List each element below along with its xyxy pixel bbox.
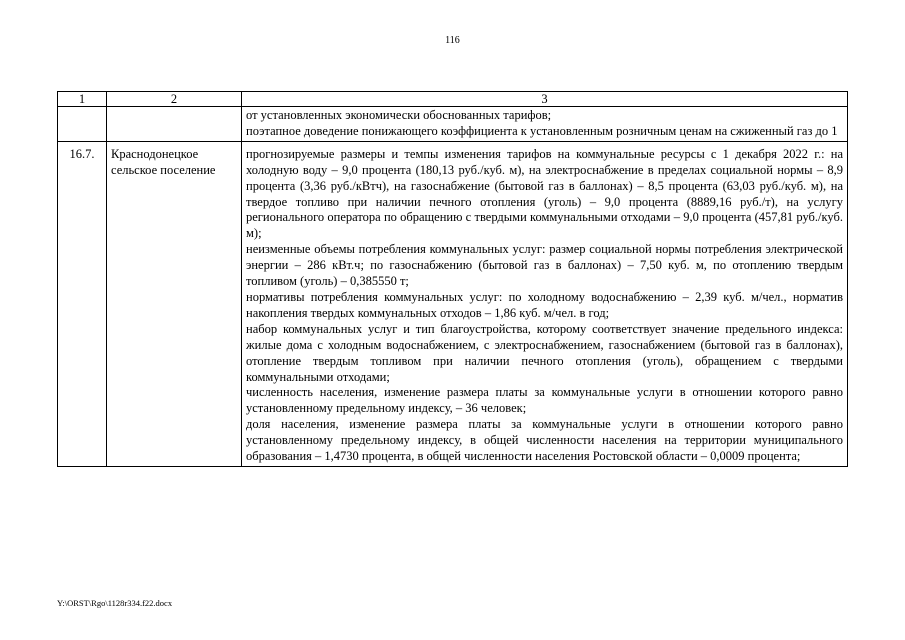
document-table — [57, 91, 848, 467]
consumption-norms-paragraph: нормативы потребления коммунальных услуг: по холодному водоснабжению – 2,39 куб. м/чел., норматив накопления твердых коммунальных отходов – 1,86 куб. м/чел. в год; — [246, 289, 843, 320]
description-paragraph: поэтапное доведение понижающего коэффициента к установленным розничным ценам на сжиженный газ до 1 — [246, 123, 838, 138]
column-header-2: 2 — [107, 92, 242, 107]
description-cell — [242, 141, 848, 466]
column-header-1: 1 — [58, 92, 107, 107]
row-number-cell: 16.7. — [58, 141, 107, 466]
settlement-name-cell: Краснодонецкое сельское поселение — [107, 141, 242, 466]
footer-file-path: Y:\ORST\Rgo\1128r334.f22.docx — [57, 598, 173, 608]
page-number: 116 — [445, 35, 460, 46]
description-cell — [242, 107, 848, 142]
table-row-16-7 — [58, 141, 848, 466]
services-set-paragraph: набор коммунальных услуг и тип благоустройства, которому соответствует значение предельного индекса: жилые дома с холодным водоснабжением, с электроснабжением, газоснабжением (бытовой газ в баллонах), отопление твердым топливом при наличии печного отопления (уголь), обращением с твердыми коммунальными отходами; — [246, 321, 843, 384]
table-header-row — [58, 92, 848, 107]
settlement-name-cell — [107, 107, 242, 142]
row-number-cell — [58, 107, 107, 142]
consumption-volume-paragraph: неизменные объемы потребления коммунальных услуг: размер социальной нормы потребления электрической энергии – 286 кВт.ч; по газоснабжению (бытовой газ в баллонах) – 7,50 куб. м, по отоплению твердым топливом (уголь) – 0,385550 т; — [246, 242, 843, 289]
population-share-paragraph: доля населения, изменение размера платы за коммунальные услуги в отношении которого равно установленному предельному индексу, в общей численности населения на территории муниципального образования – 1,4730 процента, в общей численности населения Ростовской области – 0,0009 процента; — [246, 417, 843, 464]
description-paragraph: от установленных экономически обоснованных тарифов; — [246, 108, 552, 122]
column-header-3: 3 — [242, 92, 848, 107]
tariff-paragraph: прогнозируемые размеры и темпы изменения тарифов на коммунальные ресурсы с 1 декабря 2022 г.: на холодную воду – 9,0 процента (180,13 руб./куб. м), на электроснабжение в пределах социальной нормы – 8,9 процента (3,36 руб./кВтч), на газоснабжение (бытовой газ в баллонах) – 8,5 процента (63,03 руб./куб. м), на твердое топливо при наличии печного отопления (уголь) – 9,0 процента (8889,16 руб./т), на услугу регионального оператора по обращению с твердыми коммунальными отходами – 9,0 процента (457,81 руб./куб. м); — [246, 146, 843, 241]
table-row-continuation — [58, 107, 848, 142]
population-paragraph: численность населения, изменение размера платы за коммунальные услуги в отношении которого равно установленному предельному индексу, – 36 человек; — [246, 385, 843, 416]
